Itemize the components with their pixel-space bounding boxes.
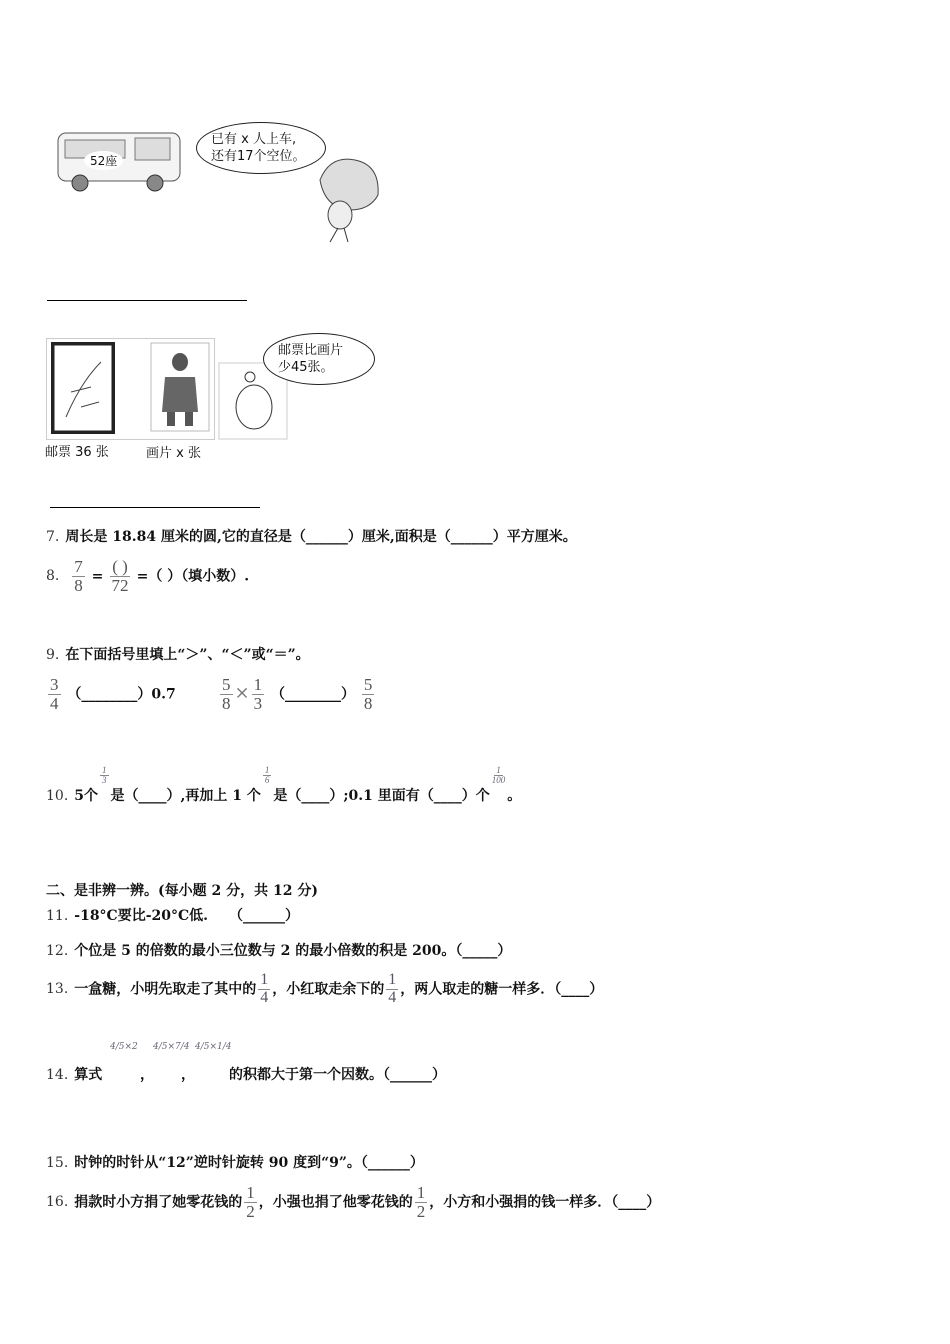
question-15 xyxy=(46,1152,424,1172)
question-14 xyxy=(46,1064,102,1084)
answer-line xyxy=(47,300,247,301)
cabbage-character-illustration xyxy=(300,150,385,245)
question-text: 时钟的时针从“12”逆时针旋转 90 度到“9”。（______） xyxy=(74,1155,424,1171)
comparison-blank: （________） xyxy=(270,686,355,703)
fraction xyxy=(100,766,109,786)
bubble-line: 还有17个空位。 xyxy=(211,149,306,164)
denominator: 100 xyxy=(491,775,506,786)
question-number: 12. xyxy=(46,943,69,959)
numerator: 1 xyxy=(260,971,269,988)
question-text: 5个 xyxy=(74,788,99,804)
question-9 xyxy=(46,644,310,664)
fraction xyxy=(110,558,130,595)
question-text: 个位是 5 的倍数的最小三位数与 2 的最小倍数的积是 200。（_____） xyxy=(74,943,512,959)
question-number: 7. xyxy=(46,529,60,545)
question-number: 15. xyxy=(46,1155,69,1171)
fraction xyxy=(220,676,233,713)
denominator: 6 xyxy=(264,775,270,786)
numerator: 7 xyxy=(74,557,83,576)
numerator: ( ) xyxy=(112,557,128,576)
question-number: 8. xyxy=(46,568,60,585)
numerator: 1 xyxy=(388,971,397,988)
numerator: 1 xyxy=(246,1183,255,1202)
question-text: 在下面括号里填上“＞”、“＜”或“＝”。 xyxy=(65,647,310,663)
fraction xyxy=(244,1184,257,1221)
question-text: 是（____）;0.1 里面有（____）个 xyxy=(273,788,490,804)
denominator: 3 xyxy=(253,693,263,713)
separator: ， xyxy=(181,1067,195,1083)
numerator: 1 xyxy=(496,765,501,775)
denominator: 4 xyxy=(50,693,59,713)
question-text: 是（____）,再加上 1 个 xyxy=(110,788,261,804)
question-13 xyxy=(46,972,603,1007)
question-8 xyxy=(46,558,249,595)
question-text: 的积都大于第一个因数。（______） xyxy=(229,1067,446,1083)
denominator: 3 xyxy=(102,775,107,786)
numerator: 1 xyxy=(264,765,270,775)
bubble-line: 已有 x 人上车, xyxy=(211,132,297,147)
numerator: 5 xyxy=(363,675,373,694)
fraction xyxy=(362,676,375,713)
bubble-line: 邮票比画片 xyxy=(278,343,344,358)
question-10 xyxy=(46,766,521,805)
equals-sign: = xyxy=(91,568,104,585)
separator: ， xyxy=(140,1067,154,1083)
denominator: 8 xyxy=(74,575,83,595)
numerator: 5 xyxy=(222,675,231,694)
question-text: 算式 xyxy=(74,1067,103,1083)
numerator: 1 xyxy=(102,765,107,775)
numerator: 1 xyxy=(253,675,263,694)
question-text: 。 xyxy=(507,788,522,804)
fraction xyxy=(72,558,85,595)
question-9-part-a xyxy=(46,676,176,713)
question-text: ，小强也捐了他零花钱的 xyxy=(258,1194,413,1211)
expression-1: 4/5×2 xyxy=(110,1042,138,1052)
stamp-illustration xyxy=(51,342,115,434)
stamp-caption: 邮票 36 张 xyxy=(45,445,109,460)
denominator: 4 xyxy=(388,988,397,1006)
denominator: 8 xyxy=(363,693,373,713)
fraction xyxy=(48,676,61,713)
fraction xyxy=(415,1184,428,1221)
question-number: 11. xyxy=(46,908,69,924)
fraction xyxy=(386,972,398,1007)
question-text: ，两人取走的糖一样多．（____） xyxy=(400,981,604,998)
fraction xyxy=(252,676,265,713)
bubble-line: 少45张。 xyxy=(278,360,334,375)
denominator: 4 xyxy=(260,988,269,1006)
picture-caption: 画片 x 张 xyxy=(146,446,201,461)
question-11 xyxy=(46,905,299,925)
section-2-title: 二、是非辨一辨。(每小题 2 分，共 12 分) xyxy=(46,883,318,899)
denominator: 72 xyxy=(111,575,129,595)
question-9-part-b xyxy=(218,676,376,713)
comparison-blank: （________）0.7 xyxy=(67,686,176,703)
question-text: ，小方和小强捐的钱一样多．（____） xyxy=(429,1194,661,1211)
numerator: 1 xyxy=(416,1183,426,1202)
question-text: 一盒糖，小明先取走了其中的 xyxy=(74,981,257,998)
question-text: 捐款时小方捐了她零花钱的 xyxy=(74,1194,243,1211)
question-12 xyxy=(46,940,511,960)
denominator: 2 xyxy=(246,1201,255,1221)
picture-card-illustration xyxy=(150,342,210,432)
bus-seat-label: 52座 xyxy=(84,151,123,170)
question-text: 周长是 18.84 厘米的圆,它的直径是（______）厘米,面积是（______）平方厘米。 xyxy=(65,529,577,545)
question-number: 10. xyxy=(46,788,69,804)
question-7 xyxy=(46,526,577,546)
times-sign: × xyxy=(234,682,250,704)
question-number: 13. xyxy=(46,981,69,998)
expression-3: 4/5×1/4 xyxy=(195,1042,232,1052)
denominator: 8 xyxy=(222,693,231,713)
question-number: 9. xyxy=(46,647,60,663)
question-number: 16. xyxy=(46,1194,69,1211)
numerator: 3 xyxy=(50,675,59,694)
question-text: =（ ）（填小数）. xyxy=(136,568,250,585)
speech-bubble-2 xyxy=(263,333,375,385)
denominator: 2 xyxy=(416,1201,426,1221)
expression-2: 4/5×7/4 xyxy=(153,1042,190,1052)
answer-line xyxy=(50,507,260,508)
fraction xyxy=(258,972,270,1007)
question-number: 14. xyxy=(46,1067,69,1083)
question-text: -18°C要比-20°C低. （______） xyxy=(74,908,300,924)
fraction xyxy=(492,766,506,786)
question-16 xyxy=(46,1184,660,1221)
fraction xyxy=(263,766,272,786)
question-text: ，小红取走余下的 xyxy=(272,981,385,998)
